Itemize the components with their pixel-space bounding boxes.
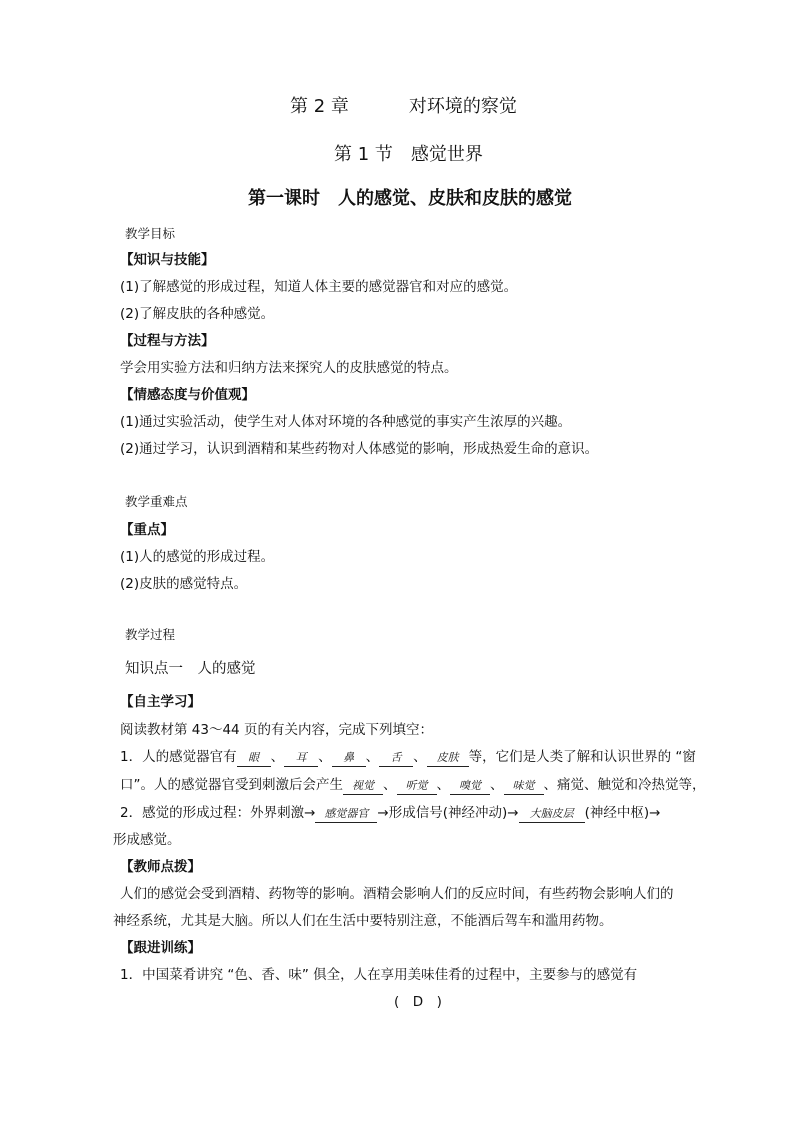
emotion-item-1: (1)通过实验活动，使学生对人体对环境的各种感觉的事实产生浓厚的兴趣。 [120, 414, 572, 430]
key-point-2: (2)皮肤的感觉特点。 [120, 576, 248, 592]
practice-answer: ( D ) [394, 994, 442, 1010]
question-2-prefix: 2．感觉的形成过程：外界刺激→ [120, 805, 316, 821]
practice-question-1: 1．中国菜肴讲究 “色、香、味” 俱全，人在享用美味佳肴的过程中，主要参与的感觉有 [120, 967, 638, 983]
answer-blank-skin: 皮肤 [427, 750, 469, 767]
process-method-text: 学会用实验方法和归纳方法来探究人的皮肤感觉的特点。 [120, 360, 458, 376]
question-1-line2-suffix: 、痛觉、触觉和冷热觉等， [543, 777, 706, 793]
key-points-sub-heading: 【重点】 [120, 522, 174, 538]
self-study-intro: 阅读教材第 43～44 页的有关内容，完成下列填空： [120, 722, 433, 738]
question-1-line-1: 1．人的感觉器官有 眼 、 耳 、 鼻 、 舌 、 皮肤 等，它们是人类了解和认识世界的 “窗 [120, 749, 696, 765]
question-1-line-2: 口”。人的感觉器官受到刺激后会产生 视觉 、 听觉 、 嗅觉 、 味觉 、痛觉、触觉和冷热觉等， [120, 777, 706, 793]
question-2-mid: →形成信号(神经冲动)→ [377, 805, 519, 821]
chapter-title: 对环境的察觉 [408, 96, 517, 117]
key-point-1: (1)人的感觉的形成过程。 [120, 549, 275, 565]
key-points-heading: 教学重难点 [125, 494, 188, 509]
emotion-item-2: (2)通过学习，认识到酒精和某些药物对人体感觉的影响，形成热爱生命的意识。 [120, 441, 599, 457]
knowledge-point-title: 知识点一 人的感觉 [125, 661, 256, 677]
process-method-heading: 【过程与方法】 [120, 333, 215, 349]
lesson-title: 第一课时 人的感觉、皮肤和皮肤的感觉 [248, 188, 572, 209]
answer-blank-hearing: 听觉 [397, 778, 437, 795]
question-2-suffix: (神经中枢)→ [584, 805, 661, 821]
teacher-tips-line-1: 人们的感觉会受到酒精、药物等的影响。酒精会影响人们的反应时间，有些药物会影响人们的 [120, 886, 674, 902]
knowledge-item-2: (2)了解皮肤的各种感觉。 [120, 306, 275, 322]
question-1-line2-prefix: 口”。人的感觉器官受到刺激后会产生 [120, 777, 343, 793]
teacher-tips-line-2: 神经系统，尤其是大脑。所以人们在生活中要特别注意，不能酒后驾车和滥用药物。 [113, 913, 613, 929]
teacher-tips-heading: 【教师点拨】 [120, 859, 201, 875]
chapter-label: 第 2 章 [290, 96, 349, 117]
answer-blank-eye: 眼 [237, 750, 271, 767]
answer-blank-taste: 味觉 [504, 778, 544, 795]
answer-blank-cerebral-cortex: 大脑皮层 [519, 806, 585, 823]
answer-blank-sense-organ: 感觉器官 [315, 806, 377, 823]
chapter-heading [290, 97, 517, 117]
knowledge-item-1: (1)了解感觉的形成过程，知道人体主要的感觉器官和对应的感觉。 [120, 279, 518, 295]
question-1-mid: 等，它们是人类了解和认识世界的 “窗 [468, 749, 696, 765]
practice-heading: 【跟进训练】 [120, 940, 201, 956]
answer-blank-tongue: 舌 [379, 750, 413, 767]
section-title: 第 1 节 感觉世界 [334, 144, 483, 165]
question-1-prefix: 1．人的感觉器官有 [120, 749, 237, 765]
self-study-heading: 【自主学习】 [120, 694, 201, 710]
emotion-heading: 【情感态度与价值观】 [120, 387, 255, 403]
goals-heading: 教学目标 [125, 226, 176, 241]
answer-blank-nose: 鼻 [332, 750, 366, 767]
question-2-line-1 [120, 803, 660, 823]
answer-blank-vision: 视觉 [343, 778, 383, 795]
question-2-line-2: 形成感觉。 [113, 832, 181, 848]
answer-blank-ear: 耳 [284, 750, 318, 767]
process-heading: 教学过程 [125, 627, 176, 642]
answer-blank-smell: 嗅觉 [450, 778, 490, 795]
knowledge-heading: 【知识与技能】 [120, 252, 215, 268]
